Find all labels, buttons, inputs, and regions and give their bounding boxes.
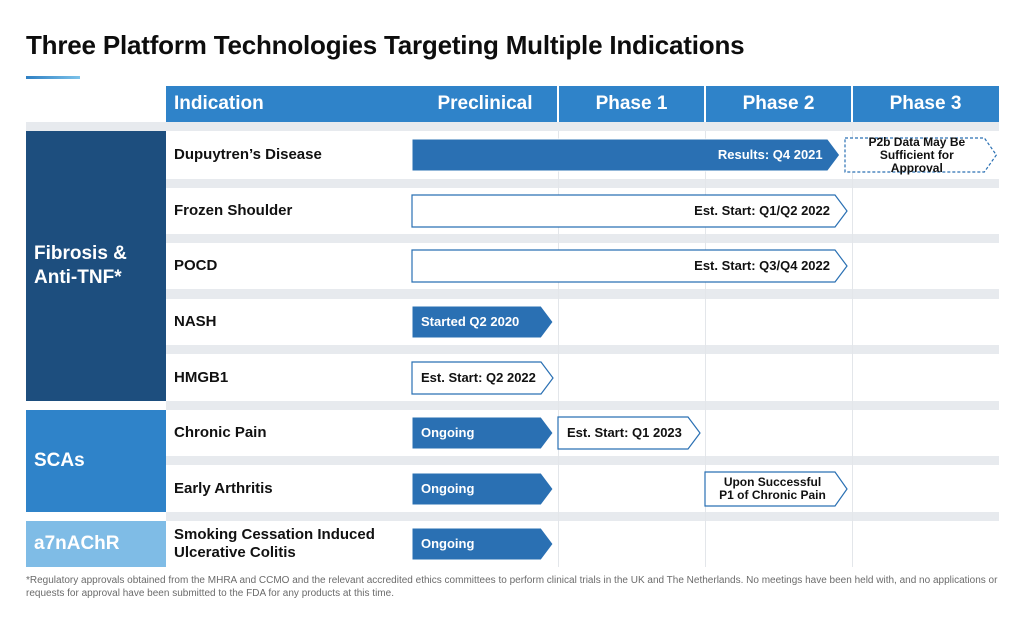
page-title: Three Platform Technologies Targeting Multiple Indications (26, 30, 745, 60)
header-divider (851, 86, 853, 122)
arrow-label: Est. Start: Q1/Q2 2022 (694, 203, 830, 218)
indication-label: Dupuytren’s Disease (174, 146, 322, 163)
arrow-label: P2b Data May Be Sufficient for Approval (868, 134, 966, 175)
row-separator (166, 234, 999, 243)
arrow-label: Est. Start: Q2 2022 (421, 369, 536, 385)
category-fibrosis: Fibrosis & Anti-TNF* (26, 131, 166, 401)
row-separator (166, 512, 999, 521)
arrow-label: Est. Start: Q3/Q4 2022 (694, 258, 830, 273)
arrow-label: Started Q2 2020 (421, 314, 520, 329)
row-separator (166, 345, 999, 354)
header-divider (704, 86, 706, 122)
indication-label: NASH (174, 313, 217, 330)
indication-label: Frozen Shoulder (174, 202, 293, 219)
header-phase-2: Phase 2 (705, 86, 852, 122)
header-indication: Indication (166, 86, 412, 122)
arrow-label: Ongoing (421, 480, 475, 496)
indication-label: Chronic Pain (174, 424, 267, 441)
table-row (166, 354, 999, 401)
arrow-label: Est. Start: Q1 2023 (567, 425, 682, 440)
arrow-label: Ongoing (421, 425, 475, 440)
indication-label: POCD (174, 257, 218, 274)
row-separator (166, 179, 999, 188)
indication-label: Early Arthritis (174, 479, 273, 497)
title-underline (26, 76, 80, 79)
phase-gridline (852, 131, 853, 567)
indication-label: HMGB1 (174, 368, 229, 386)
category-scas: SCAs (26, 410, 166, 512)
arrow-label: Results: Q4 2021 (717, 147, 823, 162)
header-preclinical: Preclinical (412, 86, 558, 122)
arrow-label: Ongoing (421, 536, 475, 551)
indication-label: Smoking Cessation Induced Ulcerative Colitis (174, 526, 375, 561)
arrow-label: Upon Successful P1 of Chronic Pain (719, 474, 826, 502)
category-a7nachr: a7nAChR (26, 521, 166, 567)
row-separator (166, 289, 999, 299)
table-row (166, 465, 999, 512)
header-phase-3: Phase 3 (852, 86, 999, 122)
row-separator (166, 401, 999, 410)
header-phase-1: Phase 1 (558, 86, 705, 122)
header-gap (26, 122, 999, 131)
footnote: *Regulatory approvals obtained from the MHRA and CCMO and the relevant accredited ethics committees to perform clinical trials in the UK and The Netherlands. No meetings have been held with, and no applications or requests for approval have been submitted to the FDA for any products at this time. (26, 575, 998, 599)
header-divider (557, 86, 559, 122)
row-separator (166, 456, 999, 465)
table-row (166, 299, 999, 345)
